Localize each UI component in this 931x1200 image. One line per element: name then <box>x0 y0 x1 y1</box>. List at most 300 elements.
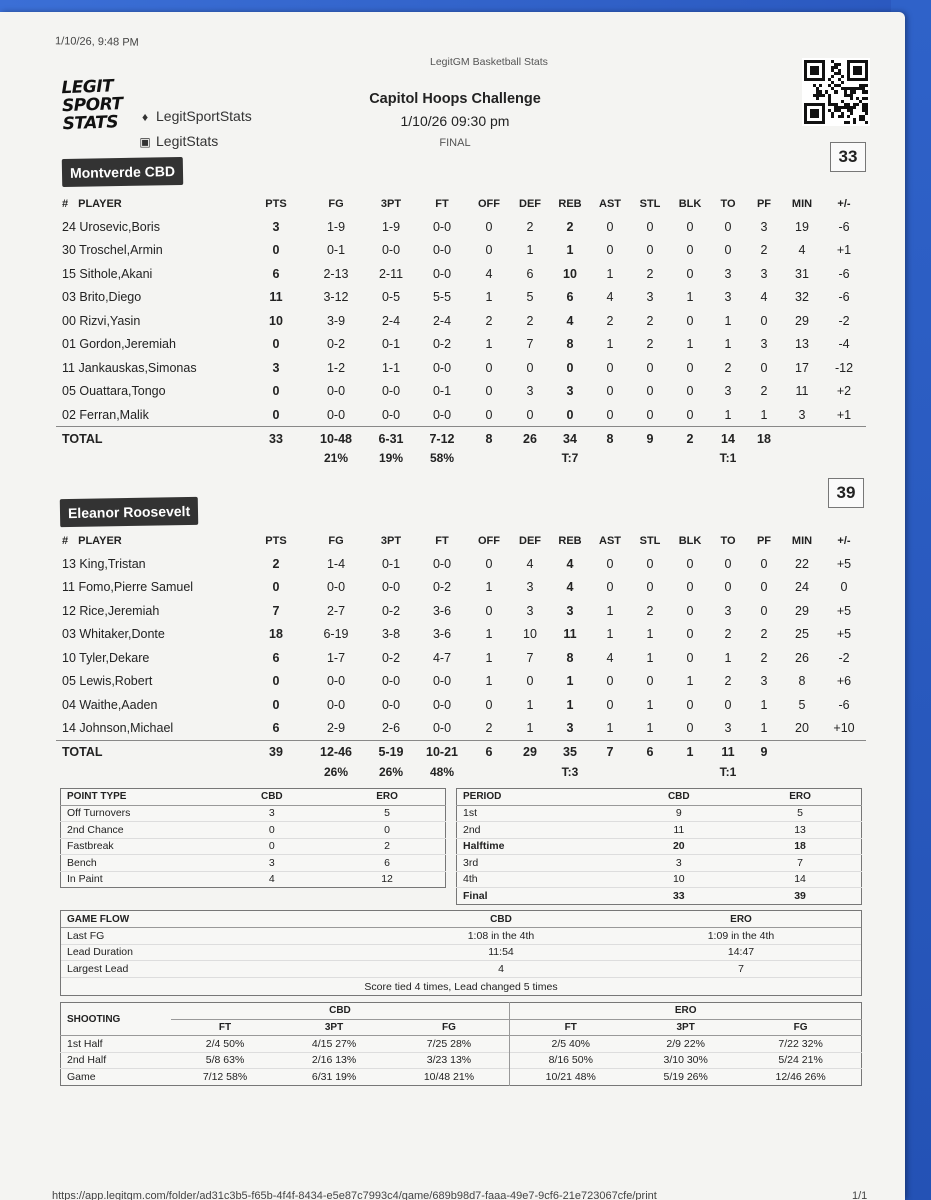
percent-cell: 26% <box>323 764 349 779</box>
stat-cell: 0-0 <box>432 674 452 689</box>
stat-cell: 2-4 <box>381 313 401 328</box>
stat-cell: 0 <box>272 407 280 422</box>
stat-cell: 0-0 <box>432 243 452 258</box>
shooting-cell: 10/21 48% <box>510 1069 631 1086</box>
shooting-cell: 7/25 28% <box>389 1036 510 1053</box>
shooting-cell: 3/23 13% <box>389 1052 510 1069</box>
table-cell: 0 <box>215 838 330 855</box>
col-header: BLK <box>678 535 702 547</box>
period-table <box>456 788 862 905</box>
player-row <box>56 646 866 670</box>
stat-cell: 0-1 <box>326 243 346 258</box>
stat-cell: 1 <box>646 721 654 735</box>
table-cell: Bench <box>61 855 215 872</box>
stat-cell: 1-1 <box>381 360 401 375</box>
table-cell: 14:47 <box>621 944 861 961</box>
stat-cell: 1 <box>760 697 768 712</box>
stat-cell: 0 <box>272 337 280 352</box>
col-header-player <box>56 193 246 215</box>
stat-cell: 1-9 <box>381 219 401 234</box>
table-cell: 9 <box>619 805 740 822</box>
stat-cell: 0 <box>646 580 654 595</box>
stat-cell: 0-1 <box>381 337 401 352</box>
player-name: 13 King,Tristan <box>62 556 146 571</box>
stat-cell: 3 <box>566 384 574 399</box>
stat-cell: 0 <box>606 384 614 399</box>
stat-cell: 0 <box>724 219 732 234</box>
total-cell: 2 <box>670 427 710 451</box>
stat-cell: 1-2 <box>326 360 346 375</box>
player-row <box>56 239 866 263</box>
stat-cell: 0-0 <box>432 360 452 375</box>
stat-cell: 0 <box>272 580 280 595</box>
game-flow-table <box>61 911 861 977</box>
stat-cell: 18 <box>269 627 283 642</box>
table-cell: 14 <box>739 871 861 888</box>
player-row <box>56 552 866 576</box>
stat-cell: 0-0 <box>381 243 401 258</box>
percent-cell <box>822 450 866 466</box>
col-header: FT <box>435 198 449 210</box>
table-row <box>61 871 446 888</box>
col-header: FT <box>435 535 449 547</box>
stat-cell: 0 <box>606 360 614 375</box>
stat-cell: 0-2 <box>381 650 401 665</box>
player-row <box>56 215 866 239</box>
table-row <box>457 871 862 888</box>
table-cell: 33 <box>619 888 740 905</box>
stat-cell: 1 <box>686 337 694 352</box>
total-cell: 29 <box>510 740 550 764</box>
total-cell: 18 <box>746 427 782 451</box>
stat-cell: 0 <box>760 556 768 571</box>
stat-cell: 0 <box>485 360 493 375</box>
shooting-cell: 2/4 50% <box>171 1036 280 1053</box>
stat-cell: 0 <box>646 556 654 571</box>
stat-cell: 1 <box>724 313 732 328</box>
stat-cell: 0 <box>272 243 280 258</box>
stat-cell: 6 <box>272 266 280 281</box>
total-cell <box>782 740 822 764</box>
stat-cell: 8 <box>566 337 574 352</box>
stat-cell: 3 <box>272 219 280 234</box>
percent-row <box>56 764 866 780</box>
stat-cell: 0 <box>686 313 694 328</box>
player-row <box>56 356 866 380</box>
stat-cell: 25 <box>795 627 809 642</box>
total-cell: TOTAL <box>56 427 246 451</box>
stat-cell: 1 <box>485 290 493 305</box>
stat-cell: +1 <box>836 407 852 422</box>
stat-cell: 2-11 <box>378 266 404 281</box>
stat-cell: 0 <box>686 721 694 735</box>
stat-cell: 3 <box>760 266 768 281</box>
stat-cell: 6 <box>526 266 534 281</box>
stat-cell: 6 <box>272 650 280 665</box>
stat-cell: 0 <box>566 360 574 375</box>
stat-cell: 2 <box>646 337 654 352</box>
table-cell: 12 <box>329 871 445 888</box>
percent-cell <box>670 450 710 466</box>
stat-cell: 0 <box>272 697 280 712</box>
percent-cell: T:3 <box>561 764 579 779</box>
box-header-row <box>56 530 866 552</box>
game-datetime: 1/10/26 09:30 pm <box>400 113 510 129</box>
stat-cell: 4 <box>566 556 574 571</box>
stat-cell: 3 <box>526 384 534 399</box>
stat-cell: 3 <box>526 603 534 618</box>
stat-cell: 0 <box>606 556 614 571</box>
shooting-cell: 5/24 21% <box>740 1052 861 1069</box>
table-cell: Largest Lead <box>61 961 381 978</box>
player-name: 00 Rizvi,Yasin <box>62 313 141 328</box>
stat-cell: 0 <box>724 243 732 258</box>
percent-cell: T:1 <box>719 451 737 465</box>
stat-cell: 0 <box>485 697 493 712</box>
player-name: 30 Troschel,Armin <box>62 243 163 258</box>
table-row <box>457 805 862 822</box>
stat-cell: 4-7 <box>432 650 452 665</box>
table-row <box>61 928 861 945</box>
col-header: REB <box>558 535 582 547</box>
stat-cell: 2-9 <box>326 721 346 735</box>
percent-cell <box>746 450 782 466</box>
table-cell: 4th <box>457 871 619 888</box>
stat-cell: 2 <box>485 721 493 735</box>
col-header: REB <box>558 198 582 210</box>
stat-cell: 1 <box>566 243 574 258</box>
stat-cell: 0 <box>485 407 493 422</box>
stat-cell: 0 <box>686 407 694 422</box>
table-cell: 0 <box>329 822 445 839</box>
stat-cell: 3 <box>798 407 806 422</box>
stat-cell: 1 <box>606 266 614 281</box>
total-cell: 35 <box>550 740 590 764</box>
shooting-title: SHOOTING <box>61 1003 171 1036</box>
player-row <box>56 286 866 310</box>
percent-cell <box>822 764 866 780</box>
table-cell: 39 <box>739 888 861 905</box>
stat-cell: 1 <box>526 243 534 258</box>
table-row <box>61 805 446 822</box>
instagram-handle[interactable]: LegitStats <box>156 133 219 149</box>
percent-cell <box>246 764 306 780</box>
stat-cell: 1 <box>606 337 614 352</box>
game-flow-summary: Score tied 4 times, Lead changed 5 times <box>61 977 861 995</box>
shooting-cell: 2/16 13% <box>280 1052 389 1069</box>
stat-cell: +1 <box>836 243 852 258</box>
stat-cell: 0-0 <box>326 674 346 689</box>
stat-cell: 13 <box>795 337 809 352</box>
stat-cell: 1 <box>760 721 768 735</box>
total-cell: 10-21 <box>416 740 468 764</box>
table-cell: 10 <box>619 871 740 888</box>
stat-cell: 0 <box>686 384 694 399</box>
stat-cell: 1 <box>646 627 654 642</box>
table-cell: 3 <box>619 855 740 872</box>
game-title-block <box>300 88 610 154</box>
percent-cell <box>590 450 630 466</box>
stat-cell: -6 <box>838 290 850 305</box>
percent-row <box>56 450 866 466</box>
stat-cell: 0 <box>686 360 694 375</box>
player-name: 11 Fomo,Pierre Samuel <box>62 580 194 595</box>
shooting-col-row <box>61 1019 862 1036</box>
player-name: 24 Urosevic,Boris <box>62 219 160 234</box>
stat-cell: 4 <box>606 650 614 665</box>
stat-cell: 1 <box>526 697 534 712</box>
col-header: PTS <box>265 535 287 547</box>
stat-cell: 0-0 <box>432 721 452 735</box>
stat-cell: -12 <box>834 360 854 375</box>
table-cell: 3 <box>215 855 330 872</box>
percent-cell <box>468 764 510 780</box>
player-name: 01 Gordon,Jeremiah <box>62 337 176 352</box>
stat-cell: 2-13 <box>323 266 349 281</box>
percent-cell <box>246 450 306 466</box>
total-cell: 6-31 <box>366 427 416 451</box>
stat-cell: 3 <box>646 290 654 305</box>
col-header: BLK <box>678 198 702 210</box>
table-header-row <box>61 789 446 806</box>
table-cell: 4 <box>215 871 330 888</box>
stat-cell: 1 <box>646 697 654 712</box>
shooting-cell: 5/8 63% <box>171 1052 280 1069</box>
stat-cell: 29 <box>795 603 809 618</box>
instagram-icon: ▣ <box>139 135 151 149</box>
col-header: +/- <box>837 198 851 210</box>
stat-cell: -6 <box>838 219 850 234</box>
stat-cell: 4 <box>798 243 806 258</box>
legit-sport-stats-logo: LEGIT SPORT STATS <box>61 76 123 135</box>
total-cell <box>822 427 866 451</box>
stat-cell: 2 <box>566 219 574 234</box>
table-cell: 11 <box>619 822 740 839</box>
stat-cell: 2 <box>526 219 534 234</box>
stat-cell: 0-1 <box>432 384 452 399</box>
percent-cell <box>56 764 246 780</box>
table-row <box>457 822 862 839</box>
stat-cell: 0 <box>606 243 614 258</box>
point-type-table <box>60 788 446 888</box>
site-title: LegitGM Basketball Stats <box>430 56 548 68</box>
table-header: ERO <box>739 789 861 806</box>
box-score-away <box>56 530 866 780</box>
stat-cell: 6 <box>566 290 574 305</box>
percent-cell <box>510 450 550 466</box>
stat-cell: 1 <box>686 290 694 305</box>
event-name: Capitol Hoops Challenge <box>369 91 541 107</box>
stat-cell: 0 <box>606 674 614 689</box>
shooting-cell: 4/15 27% <box>280 1036 389 1053</box>
total-cell: 8 <box>468 427 510 451</box>
shooting-row-label: 2nd Half <box>61 1052 171 1069</box>
total-cell: 10-48 <box>306 427 366 451</box>
stat-cell: 20 <box>795 721 809 735</box>
stat-cell: 1 <box>526 721 534 735</box>
stat-cell: 3 <box>724 384 732 399</box>
stat-cell: 0-0 <box>326 697 346 712</box>
twitter-handle[interactable]: LegitSportStats <box>156 108 252 124</box>
percent-cell <box>510 764 550 780</box>
stat-cell: 0 <box>646 407 654 422</box>
print-datetime: 1/10/26, 9:48 PM <box>54 35 139 49</box>
print-url[interactable]: https://app.legitgm.com/folder/ad31c3b5-f65b-4f4f-8434-e5e87c7993c4/game/689b98d7-faaa-49e7-9cf6-21e723067cfe/print <box>52 1190 657 1200</box>
percent-cell: 21% <box>323 451 349 465</box>
total-cell: 7-12 <box>416 427 468 451</box>
total-cell: 7 <box>590 740 630 764</box>
table-cell: 6 <box>329 855 445 872</box>
stat-cell: 26 <box>795 650 809 665</box>
stat-cell: 0-0 <box>381 407 401 422</box>
stat-cell: -4 <box>838 337 850 352</box>
stat-cell: 0-0 <box>432 407 452 422</box>
table-header: ERO <box>621 911 861 928</box>
stat-cell: 3 <box>526 580 534 595</box>
shooting-cell: 5/19 26% <box>631 1069 740 1086</box>
col-header-player-label: PLAYER <box>78 535 122 547</box>
stat-cell: 0-5 <box>381 290 401 305</box>
table-header-row <box>457 789 862 806</box>
stat-cell: 6 <box>272 721 280 735</box>
page-number: 1/1 <box>852 1190 868 1200</box>
stat-cell: 0 <box>606 580 614 595</box>
stat-cell: 0-0 <box>381 697 401 712</box>
total-cell: 12-46 <box>306 740 366 764</box>
player-name: 12 Rice,Jeremiah <box>62 603 160 618</box>
twitter-icon: ♦ <box>141 110 149 124</box>
stat-cell: 0-0 <box>381 674 401 689</box>
stat-cell: 8 <box>566 650 574 665</box>
shooting-cell: 10/48 21% <box>389 1069 510 1086</box>
stat-sheet <box>0 12 905 1200</box>
percent-cell: T:1 <box>719 764 737 779</box>
percent-cell <box>630 450 670 466</box>
stat-cell: 1-9 <box>326 219 346 234</box>
table-row <box>457 855 862 872</box>
stat-cell: 17 <box>795 360 809 375</box>
stat-cell: 24 <box>795 580 809 595</box>
stat-cell: 4 <box>566 580 574 595</box>
total-cell: 1 <box>670 740 710 764</box>
col-header-number: # <box>62 198 69 210</box>
stat-cell: 1 <box>485 627 493 642</box>
stat-cell: 0-0 <box>432 697 452 712</box>
stat-cell: 32 <box>795 290 809 305</box>
col-header: PF <box>756 535 772 547</box>
stat-cell: 2 <box>724 627 732 642</box>
player-row <box>56 333 866 357</box>
table-cell: 5 <box>329 805 445 822</box>
stat-cell: 1-7 <box>326 650 346 665</box>
stat-cell: 5 <box>798 697 806 712</box>
player-row <box>56 693 866 717</box>
stat-cell: 6-19 <box>323 627 349 642</box>
stat-cell: 0-2 <box>381 603 401 618</box>
stat-cell: 0-0 <box>432 219 452 234</box>
total-cell: 11 <box>710 740 746 764</box>
stat-cell: 2-4 <box>432 313 452 328</box>
table-cell: In Paint <box>61 871 215 888</box>
team-score-home: 33 <box>830 142 866 172</box>
stat-cell: 0 <box>526 407 534 422</box>
total-cell: 39 <box>246 740 306 764</box>
stat-cell: +5 <box>836 627 852 642</box>
table-cell: Fastbreak <box>61 838 215 855</box>
col-header: TO <box>720 198 736 210</box>
table-row <box>61 838 446 855</box>
col-header: AST <box>599 198 621 210</box>
total-cell <box>822 740 866 764</box>
stat-cell: 5 <box>526 290 534 305</box>
table-header: POINT TYPE <box>61 789 215 806</box>
stat-cell: 2 <box>724 360 732 375</box>
table-cell: 13 <box>739 822 861 839</box>
stat-cell: 0 <box>485 556 493 571</box>
shooting-table <box>60 1002 862 1086</box>
shooting-cell: 6/31 19% <box>280 1069 389 1086</box>
stat-cell: 1 <box>606 627 614 642</box>
stat-cell: +5 <box>836 603 852 618</box>
player-name: 02 Ferran,Malik <box>62 407 149 422</box>
shooting-col-header: 3PT <box>631 1019 740 1036</box>
stat-cell: 0-2 <box>432 337 452 352</box>
table-row <box>457 888 862 905</box>
stat-cell: 1 <box>566 697 574 712</box>
table-header: PERIOD <box>457 789 619 806</box>
player-row <box>56 717 866 741</box>
col-header: STL <box>639 535 661 547</box>
stat-cell: 11 <box>563 627 577 642</box>
table-cell: 20 <box>619 838 740 855</box>
table-cell: Off Turnovers <box>61 805 215 822</box>
table-header: ERO <box>329 789 445 806</box>
stat-cell: 2-7 <box>326 603 346 618</box>
shooting-row <box>61 1052 862 1069</box>
stat-cell: 7 <box>526 650 534 665</box>
stat-cell: 5-5 <box>432 290 452 305</box>
table-cell: Final <box>457 888 619 905</box>
stat-cell: 1 <box>724 337 732 352</box>
stat-cell: 0 <box>646 384 654 399</box>
stat-cell: 4 <box>485 266 493 281</box>
stat-cell: 2 <box>760 243 768 258</box>
stat-cell: 0-0 <box>326 384 346 399</box>
stat-cell: 0 <box>485 384 493 399</box>
col-header: TO <box>720 535 736 547</box>
total-cell: 6 <box>468 740 510 764</box>
player-row <box>56 380 866 404</box>
total-cell: 14 <box>710 427 746 451</box>
stat-cell: 31 <box>795 266 809 281</box>
stat-cell: 29 <box>795 313 809 328</box>
stat-cell: 2 <box>526 313 534 328</box>
stat-cell: 0 <box>606 697 614 712</box>
stat-cell: 0-0 <box>381 580 401 595</box>
stat-cell: 0 <box>686 697 694 712</box>
col-header: DEF <box>519 535 541 547</box>
team-score-away: 39 <box>828 478 864 508</box>
col-header: FG <box>328 535 344 547</box>
player-row <box>56 403 866 427</box>
shooting-team-header: CBD <box>171 1003 510 1020</box>
stat-cell: 1 <box>485 337 493 352</box>
percent-cell: T:7 <box>561 451 579 465</box>
stat-cell: 2 <box>646 266 654 281</box>
stat-cell: 0-2 <box>432 580 452 595</box>
stat-cell: 7 <box>272 603 280 618</box>
total-cell: 8 <box>590 427 630 451</box>
